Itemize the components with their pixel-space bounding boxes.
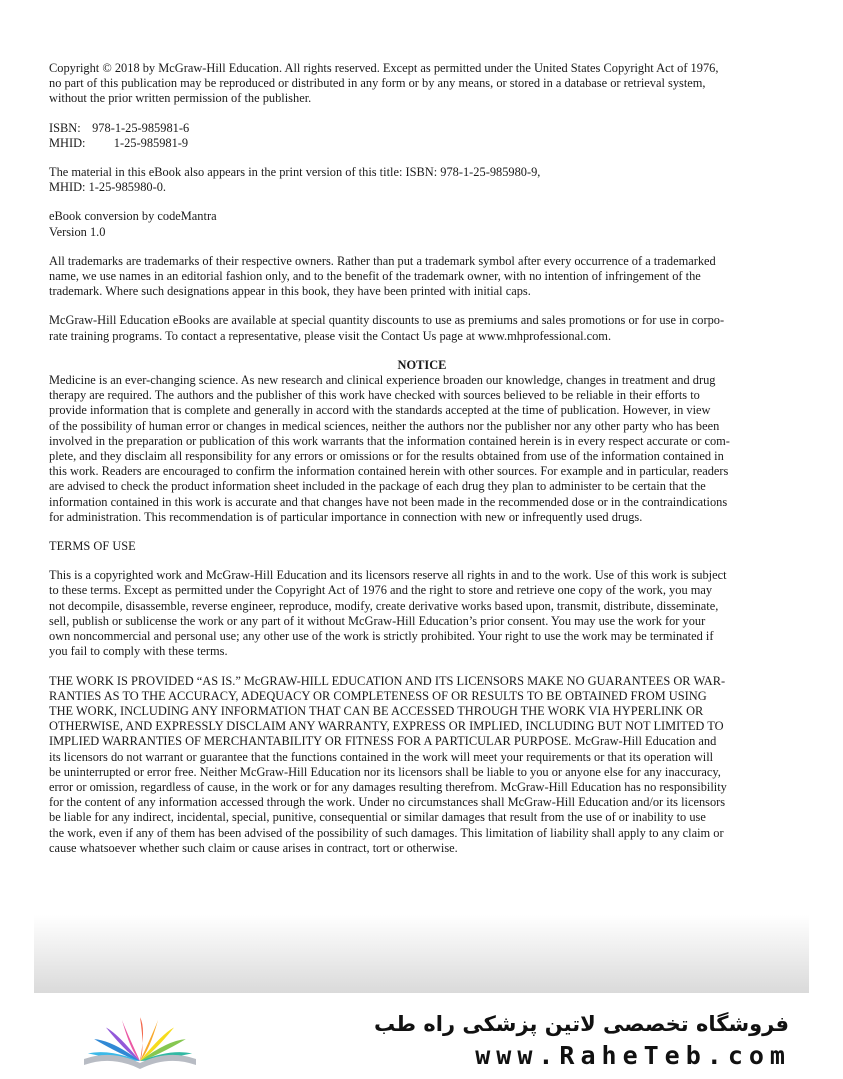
terms-line: This is a copyrighted work and McGraw-Hill Education and its licensors reserve all rights in and to the work. Use of this work is subject [49, 568, 727, 583]
print-version-paragraph [49, 165, 795, 195]
copyright-page [49, 61, 795, 870]
copyright-line: without the prior written permission of the publisher. [49, 91, 312, 106]
store-name: فروشگاه تخصصی لاتین پزشکی راه طب [374, 1012, 789, 1036]
trademarks-paragraph [49, 254, 795, 300]
open-book-logo-icon [78, 1007, 202, 1073]
warranty-line: THE WORK, INCLUDING ANY INFORMATION THAT CAN BE ACCESSED THROUGH THE WORK VIA HYPERLINK OR [49, 703, 704, 718]
discounts-line: McGraw-Hill Education eBooks are available at special quantity discounts to use as premiums and sales promotions or for use in corpo- [49, 313, 725, 328]
conversion-paragraph [49, 209, 795, 239]
notice-line: are advised to check the product information sheet included in the package of each drug they plan to administer to be certain that the [49, 479, 706, 494]
discounts-line: rate training programs. To contact a representative, please visit the Contact Us page at www.mhprofessional.com. [49, 328, 612, 343]
warranty-line: OTHERWISE, AND EXPRESSLY DISCLAIM ANY WARRANTY, EXPRESS OR IMPLIED, INCLUDING BUT NOT LIMITED TO [49, 719, 724, 734]
isbn-value: 978-1-25-985981-6 [92, 120, 190, 135]
isbn-row [49, 121, 795, 136]
warranty-line: error or omission, regardless of cause, in the work or for any damages resulting therefrom. McGraw-Hill Education has no responsibility [49, 779, 727, 794]
print-version-line: MHID: 1-25-985980-0. [49, 180, 167, 195]
notice-line: for administration. This recommendation is of particular importance in connection with new or infrequently used drugs. [49, 509, 643, 524]
logo-page-leaf [140, 1017, 143, 1061]
terms-line: to these terms. Except as permitted under the Copyright Act of 1976 and the right to store and retrieve one copy of the work, you may [49, 583, 713, 598]
conversion-line: eBook conversion by codeMantra [49, 209, 217, 224]
notice-line: therapy are required. The authors and the publisher of this work have checked with sources believed to be reliable in their efforts to [49, 388, 700, 403]
notice-heading: NOTICE [397, 357, 447, 372]
warranty-line: RANTIES AS TO THE ACCURACY, ADEQUACY OR COMPLETENESS OF OR RESULTS TO BE OBTAINED FROM USING [49, 688, 707, 703]
warranty-line: for the content of any information accessed through the work. Under no circumstances shall McGraw-Hill Education and/or its licensors [49, 795, 726, 810]
notice-line: information contained in this work is accurate and that changes have not been made in the recommended dose or in the contraindications [49, 494, 728, 509]
trademarks-line: name, we use names in an editorial fashion only, and to the benefit of the trademark owner, with no intention of infringement of the [49, 269, 701, 284]
isbn-block [49, 121, 795, 151]
print-version-line: The material in this eBook also appears in the print version of this title: ISBN: 978-1-25-985980-9, [49, 165, 541, 180]
warranty-paragraph [49, 674, 795, 856]
terms-line: not decompile, disassemble, reverse engineer, reproduce, modify, create derivative works based upon, transmit, distribute, disseminate, [49, 598, 719, 613]
notice-line: involved in the preparation or publication of this work warrants that the information contained herein is in every respect accurate or com- [49, 433, 730, 448]
terms-line: sell, publish or sublicense the work or any part of it without McGraw-Hill Education’s prior consent. You may use the work for your [49, 613, 706, 628]
version-line: Version 1.0 [49, 224, 106, 239]
warranty-line: be uninterrupted or error free. Neither McGraw-Hill Education nor its licensors shall be liable to you or anyone else for any inaccuracy, [49, 764, 721, 779]
notice-line: Medicine is an ever-changing science. As new research and clinical experience broaden our knowledge, changes in treatment and drug [49, 373, 716, 388]
terms-line: own noncommercial and personal use; any other use of the work is strictly prohibited. Your right to use the work may be terminated if [49, 629, 714, 644]
terms-line: you fail to comply with these terms. [49, 644, 228, 659]
store-url[interactable]: www.RaheTeb.com [475, 1041, 791, 1070]
copyright-line: no part of this publication may be reproduced or distributed in any form or by any means, or stored in a database or retrieval system, [49, 76, 706, 91]
warranty-line: IMPLIED WARRANTIES OF MERCHANTABILITY OR FITNESS FOR A PARTICULAR PURPOSE. McGraw-Hill Education and [49, 734, 717, 749]
mhid-value: 1-25-985981-9 [113, 135, 189, 150]
notice-line: of the possibility of human error or changes in medical sciences, neither the authors nor the publisher nor any other party who has been [49, 418, 720, 433]
mhid-row [49, 136, 795, 151]
terms-heading: TERMS OF USE [49, 539, 136, 554]
warranty-line: cause whatsoever whether such claim or cause arises in contract, tort or otherwise. [49, 840, 458, 855]
terms-paragraph [49, 568, 795, 659]
discounts-paragraph [49, 313, 795, 343]
warranty-line: THE WORK IS PROVIDED “AS IS.” McGRAW-HILL EDUCATION AND ITS LICENSORS MAKE NO GUARANTEES OR WAR- [49, 673, 726, 688]
copyright-line: Copyright © 2018 by McGraw-Hill Education. All rights reserved. Except as permitted under the United States Copyright Act of 1976, [49, 61, 719, 75]
notice-paragraph [49, 373, 795, 525]
copyright-paragraph [49, 61, 795, 107]
notice-line: plete, and they disclaim all responsibility for any errors or omissions or for the results obtained from use of the information contained in [49, 449, 724, 464]
page-bottom-shadow [34, 915, 809, 995]
notice-line: provide information that is complete and generally in accord with the standards accepted at the time of publication. However, in view [49, 403, 711, 418]
notice-line: this work. Readers are encouraged to confirm the information contained herein with other sources. For example and in particular, readers [49, 464, 729, 479]
warranty-line: be liable for any indirect, incidental, special, punitive, consequential or similar damages that result from the use of or inability to use [49, 810, 706, 825]
isbn-label: ISBN: [49, 120, 81, 135]
warranty-line: the work, even if any of them has been advised of the possibility of such damages. This limitation of liability shall apply to any claim or [49, 825, 724, 840]
mhid-label: MHID: [49, 135, 86, 150]
warranty-line: its licensors do not warrant or guarantee that the functions contained in the work will meet your requirements or that its operation will [49, 749, 714, 764]
trademarks-line: All trademarks are trademarks of their respective owners. Rather than put a trademark symbol after every occurrence of a trademarked [49, 253, 716, 268]
trademarks-line: trademark. Where such designations appear in this book, they have been printed with initial caps. [49, 284, 531, 299]
